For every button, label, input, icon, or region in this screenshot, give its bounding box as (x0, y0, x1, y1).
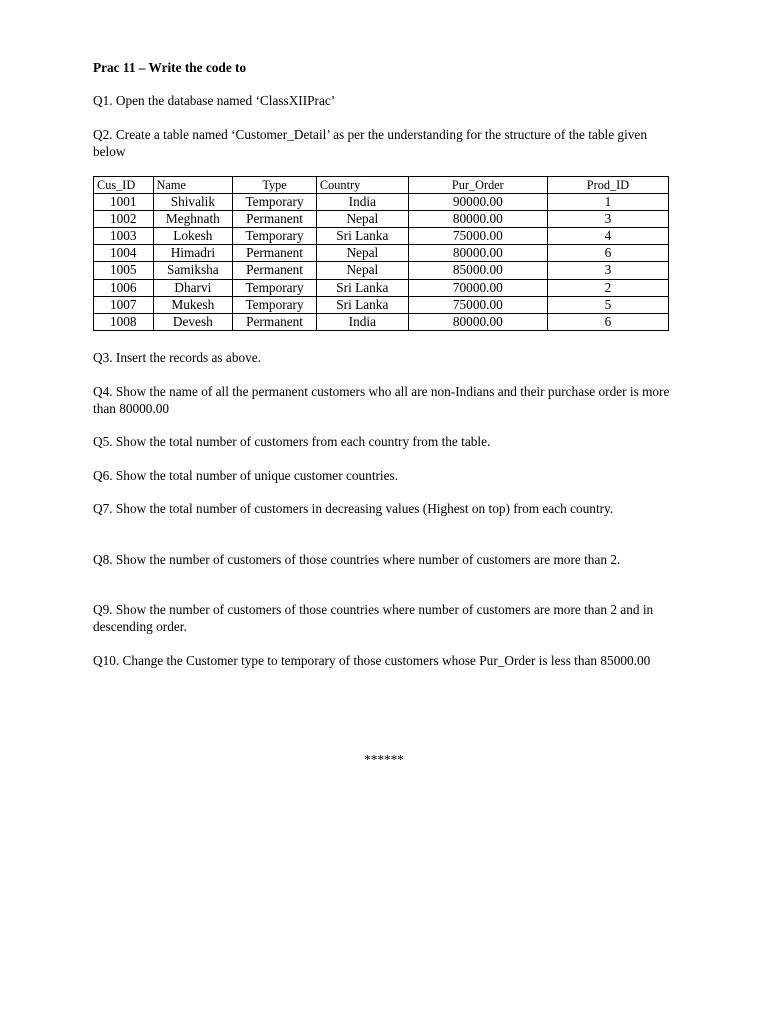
cell-country: Nepal (316, 245, 408, 262)
cell-pur-order: 80000.00 (408, 211, 547, 228)
cell-name: Mukesh (153, 296, 233, 313)
page-heading: Prac 11 – Write the code to (93, 60, 247, 75)
header-cus-id: Cus_ID (94, 177, 154, 194)
cell-name: Shivalik (153, 194, 233, 211)
table-row (94, 228, 669, 245)
cell-country: Sri Lanka (316, 228, 408, 245)
cell-name: Meghnath (153, 211, 233, 228)
cell-name: Himadri (153, 245, 233, 262)
cell-country: Nepal (316, 262, 408, 279)
cell-name: Lokesh (153, 228, 233, 245)
cell-type: Permanent (233, 313, 317, 330)
table-row (94, 313, 669, 330)
cell-pur-order: 75000.00 (408, 228, 547, 245)
header-type: Type (233, 177, 317, 194)
question-5: Q5. Show the total number of customers from each country from the table. (93, 434, 491, 449)
cell-prod-id: 5 (547, 296, 668, 313)
cell-name: Dharvi (153, 279, 233, 296)
cell-prod-id: 3 (547, 262, 668, 279)
cell-type: Permanent (233, 245, 317, 262)
header-name: Name (153, 177, 233, 194)
question-10: Q10. Change the Customer type to temporary of those customers whose Pur_Order is less than 85000.00 (93, 653, 651, 668)
cell-country: Nepal (316, 211, 408, 228)
cell-type: Permanent (233, 211, 317, 228)
cell-type: Temporary (233, 228, 317, 245)
cell-prod-id: 4 (547, 228, 668, 245)
table-row (94, 279, 669, 296)
cell-country: India (316, 313, 408, 330)
cell-prod-id: 3 (547, 211, 668, 228)
cell-name: Samiksha (153, 262, 233, 279)
cell-pur-order: 80000.00 (408, 313, 547, 330)
cell-type: Temporary (233, 296, 317, 313)
cell-country: India (316, 194, 408, 211)
cell-cus-id: 1007 (94, 296, 154, 313)
question-9: Q9. Show the number of customers of those countries where number of customers are more than 2 and in descending order. (93, 602, 654, 634)
cell-cus-id: 1003 (94, 228, 154, 245)
cell-cus-id: 1004 (94, 245, 154, 262)
header-pur-order: Pur_Order (408, 177, 547, 194)
question-4: Q4. Show the name of all the permanent customers who all are non-Indians and their purchase order is more than 80000.00 (93, 384, 670, 416)
table-row (94, 296, 669, 313)
table-row (94, 211, 669, 228)
header-prod-id: Prod_ID (547, 177, 668, 194)
cell-prod-id: 2 (547, 279, 668, 296)
table-header-row (94, 177, 669, 194)
cell-cus-id: 1005 (94, 262, 154, 279)
question-7: Q7. Show the total number of customers in decreasing values (Highest on top) from each country. (93, 501, 614, 516)
cell-type: Permanent (233, 262, 317, 279)
cell-type: Temporary (233, 194, 317, 211)
cell-prod-id: 6 (547, 313, 668, 330)
cell-type: Temporary (233, 279, 317, 296)
table-row (94, 245, 669, 262)
table-row (94, 194, 669, 211)
cell-prod-id: 1 (547, 194, 668, 211)
cell-country: Sri Lanka (316, 279, 408, 296)
table-row (94, 262, 669, 279)
cell-name: Devesh (153, 313, 233, 330)
cell-country: Sri Lanka (316, 296, 408, 313)
cell-cus-id: 1002 (94, 211, 154, 228)
cell-prod-id: 6 (547, 245, 668, 262)
question-3: Q3. Insert the records as above. (93, 350, 261, 365)
cell-pur-order: 85000.00 (408, 262, 547, 279)
cell-cus-id: 1008 (94, 313, 154, 330)
question-8: Q8. Show the number of customers of those countries where number of customers are more than 2. (93, 552, 621, 567)
question-2: Q2. Create a table named ‘Customer_Detail’ as per the understanding for the structure of the table given below (93, 127, 647, 159)
header-country: Country (316, 177, 408, 194)
question-1: Q1. Open the database named ‘ClassXIIPrac’ (93, 93, 336, 108)
cell-pur-order: 90000.00 (408, 194, 547, 211)
cell-pur-order: 70000.00 (408, 279, 547, 296)
cell-pur-order: 75000.00 (408, 296, 547, 313)
cell-cus-id: 1006 (94, 279, 154, 296)
cell-cus-id: 1001 (94, 194, 154, 211)
end-marker: ****** (364, 752, 404, 767)
question-6: Q6. Show the total number of unique customer countries. (93, 468, 399, 483)
cell-pur-order: 80000.00 (408, 245, 547, 262)
customer-detail-table (93, 176, 669, 331)
